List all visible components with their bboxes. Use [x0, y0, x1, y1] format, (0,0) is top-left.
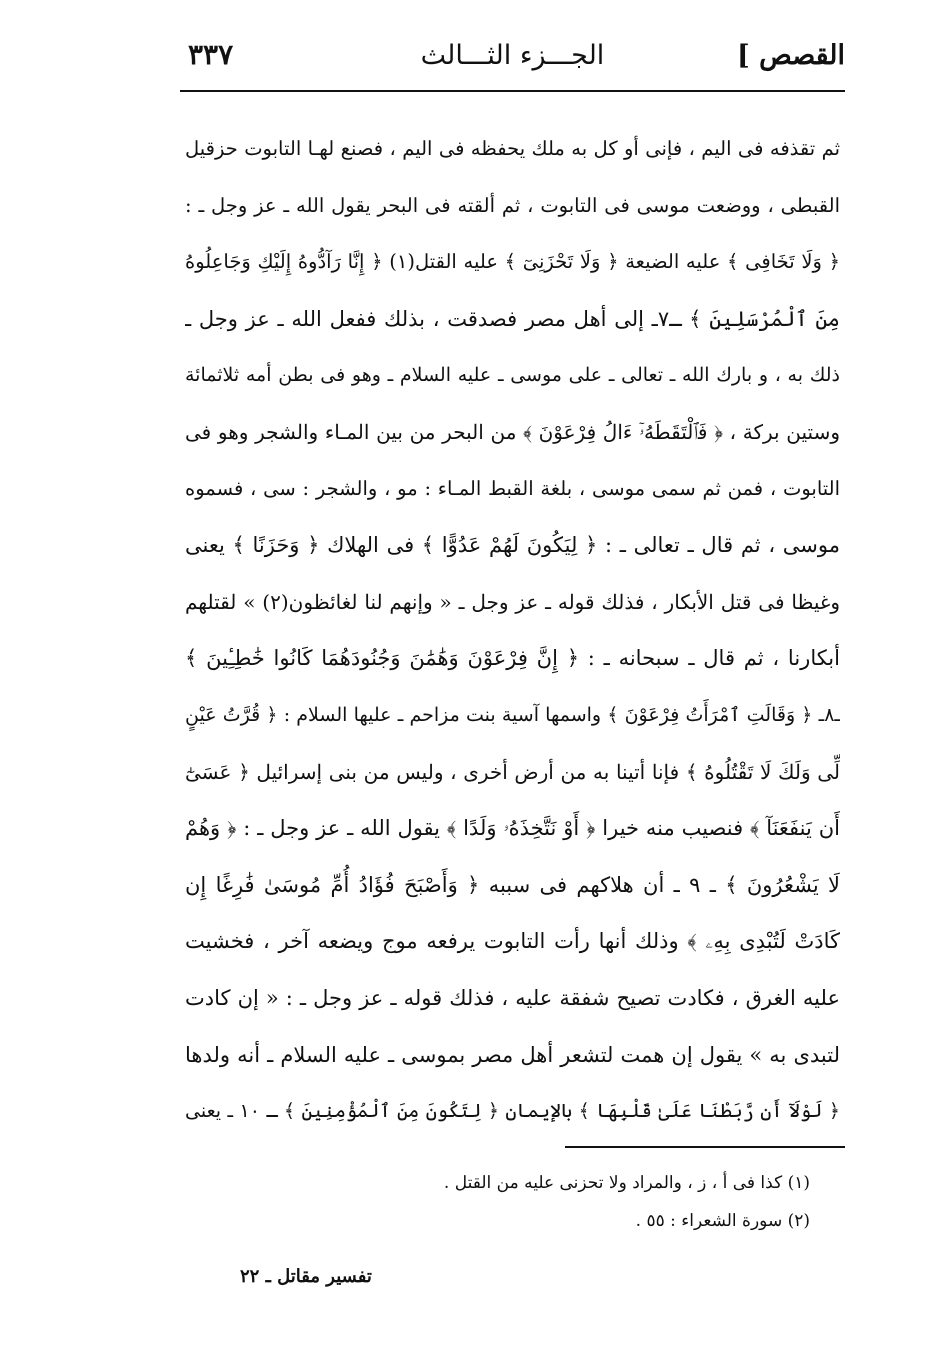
text-line: ـ٨ـ ﴿ وَقَالَتِ ٱمْرَأَتُ فِرْعَوْنَ ﴾ واسمها آسية بنت مزاحم ـ عليها السلام : ﴿ قُرَّتُ عَيْنٍ: [185, 703, 840, 726]
text-line: وستين بركة ، ﴿ فَٱلْتَقَطَهُۥٓ ءَالُ فِرْعَوْنَ ﴾ من البحر من بين المـاء والشجر وهو فى: [185, 419, 840, 444]
text-line: مِنَ ٱلْمُرْسَلِينَ ﴾ ـ٧ـ إلى أهل مصر فصدقت ، بذلك ففعل الله ـ عز وجل ـ: [185, 306, 840, 331]
text-line: ذلك به ، و بارك الله ـ تعالى ـ على موسى ـ عليه السلام ـ وهو فى بطن أمه ثلاثمائة: [185, 364, 840, 387]
footnotes: [250, 1168, 810, 1244]
text-line: ﴿ لَوْلَآ أَن رَّبَطْنَا عَلَىٰ قَلْبِهَا ﴾ بالإيمان ﴿ لِتَكُونَ مِنَ ٱلْمُؤْمِنِينَ ﴾ ـ ١٠ ـ يعنى: [185, 1100, 840, 1123]
footnote: (٢) سورة الشعراء : ٥٥ .: [635, 1211, 810, 1231]
part-title: الجـــزء الثـــالث: [420, 40, 605, 71]
text-line: لَا يَشْعُرُونَ ﴾ ـ ٩ ـ أن هلاكهم فى سببه ﴿ وَأَصْبَحَ فُؤَادُ أُمِّ مُوسَىٰ فَٰرِغًا إِن: [185, 872, 840, 897]
text-line: كَادَتْ لَتُبْدِى بِهِۦ ﴾ وذلك أنها رأت التابوت يرفعه موج ويضعه آخر ، فخشيت: [185, 929, 840, 954]
footnote: (١) كذا فى أ ، ز ، والمراد ولا تحزنى عليه من القتل .: [443, 1173, 810, 1193]
text-line: لتبدى به » يقول إن همت لتشعر أهل مصر بموسى ـ عليه السلام ـ أنه ولدها: [185, 1042, 840, 1067]
page-header: [180, 36, 845, 82]
footnote-divider: [565, 1146, 845, 1148]
text-line: عليه الغرق ، فكادت تصيح شفقة عليه ، فذلك قوله ـ عز وجل ـ : « إن كادت: [185, 985, 840, 1010]
text-line: لِّى وَلَكَ لَا تَقْتُلُوهُ ﴾ فإنا أتينا به من أرض أخرى ، وليس من بنى إسرائيل ﴿ عَسَىٰٓ: [185, 759, 840, 784]
text-line: وغيظا فى قتل الأبكار ، فذلك قوله ـ عز وجل ـ « وإنهم لنا لغائظون(٢) » لقتلهم: [185, 589, 840, 614]
text-line: أبكارنا ، ثم قال ـ سبحانه ـ : ﴿ إِنَّ فِرْعَوْنَ وَهَٰمَٰنَ وَجُنُودَهُمَا كَانُوا خَٰطِـِٔينَ ﴾: [185, 646, 840, 671]
text-line: موسى ، ثم قال ـ تعالى ـ : ﴿ لِيَكُونَ لَهُمْ عَدُوًّا ﴾ فى الهلاك ﴿ وَحَزَنًا ﴾ يعنى: [185, 533, 840, 558]
surah-title: القصص ]: [736, 40, 845, 71]
page-number: ٣٣٧: [188, 38, 234, 71]
text-line: أَن يَنفَعَنَآ ﴾ فنصيب منه خيرا ﴿ أَوْ نَتَّخِذَهُۥ وَلَدًا ﴾ يقول الله ـ عز وجل ـ : ﴿ وَهُمْ: [185, 816, 840, 841]
text-line: القبطى ، ووضعت موسى فى التابوت ، ثم ألقته فى البحر يقول الله ـ عز وجل ـ :: [185, 193, 840, 217]
text-line: ثم تقذفه فى اليم ، فإنى أو كل به ملك يحفظه فى اليم ، فصنع لهـا التابوت حزقيل: [185, 137, 840, 160]
text-line: ﴿ وَلَا تَخَافِى ﴾ عليه الضيعة ﴿ وَلَا تَحْزَنِىٓ ﴾ عليه القتل(١) ﴿ إِنَّا رَآدُّوهُ إِلَيْكِ وَجَاعِلُوهُ: [185, 250, 840, 274]
body-text: [185, 127, 840, 1146]
signature-mark: تفسير مقاتل ـ ٢٢: [240, 1266, 372, 1287]
text-line: التابوت ، فمن ثم سمى موسى ، بلغة القبط المـاء : مو ، والشجر : سى ، فسموه: [185, 476, 840, 500]
header-divider: [180, 90, 845, 92]
